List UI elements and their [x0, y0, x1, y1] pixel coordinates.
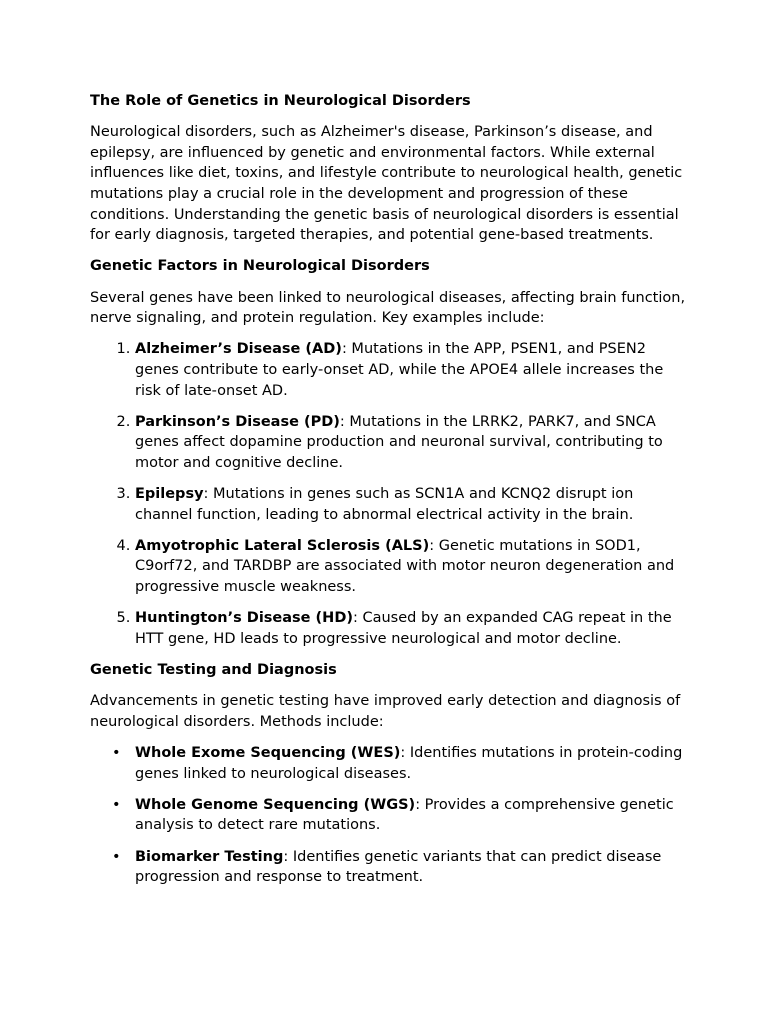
- bullet-icon: •: [112, 848, 121, 865]
- list-item-text: : Mutations in the APP, PSEN1, and PSEN2 genes contribute to early-onset AD, while the APOE4 allele increases the risk of late-onset AD.: [135, 341, 664, 399]
- list-item: [135, 608, 690, 649]
- list-item-text: : Identifies mutations in protein-coding genes linked to neurological diseases.: [135, 744, 683, 782]
- genetic-testing-list: [90, 743, 690, 888]
- document-title: The Role of Genetics in Neurological Disorders: [90, 93, 471, 109]
- section-intro-genetic-factors: Several genes have been linked to neurological diseases, affecting brain function, nerve signaling, and protein regulation. Key examples include:: [90, 289, 686, 327]
- section-heading-genetic-testing: Genetic Testing and Diagnosis: [90, 662, 337, 678]
- list-item: [135, 339, 690, 401]
- list-item-term: Whole Genome Sequencing (WGS): [135, 796, 416, 813]
- list-item-text: : Provides a comprehensive genetic analysis to detect rare mutations.: [135, 796, 674, 834]
- list-item-term: Biomarker Testing: [135, 848, 284, 865]
- list-item-term: Parkinson’s Disease (PD): [135, 413, 340, 430]
- section-heading-genetic-factors: Genetic Factors in Neurological Disorders: [90, 258, 430, 275]
- list-item: [112, 743, 690, 784]
- section-intro-genetic-testing: Advancements in genetic testing have improved early detection and diagnosis of neurological disorders. Methods include:: [90, 693, 681, 730]
- bullet-icon: •: [112, 796, 121, 813]
- list-item: [112, 795, 690, 836]
- bullet-icon: •: [112, 744, 121, 761]
- list-item-text: : Mutations in genes such as SCN1A and KCNQ2 disrupt ion channel function, leading to abnormal electrical activity in the brain.: [135, 486, 634, 523]
- list-item-term: Alzheimer’s Disease (AD): [135, 341, 342, 358]
- list-item-term: Whole Exome Sequencing (WES): [135, 744, 401, 761]
- document-page: [90, 91, 690, 898]
- list-item: [135, 484, 690, 525]
- intro-paragraph: Neurological disorders, such as Alzheimer's disease, Parkinson’s disease, and epilepsy, are influenced by genetic and environmental factors. While external influences like diet, toxins, and lifestyle contribute to neurological health, genetic mutations play a crucial role in the development and progression of these conditions. Understanding the genetic basis of neurological disorders is essential for early diagnosis, targeted therapies, and potential gene-based treatments.: [90, 124, 683, 244]
- list-item-term: Huntington’s Disease (HD): [135, 610, 353, 627]
- list-item-term: Epilepsy: [135, 486, 204, 503]
- list-item-text: : Identifies genetic variants that can predict disease progression and response to treatment.: [135, 848, 662, 886]
- list-item-text: : Mutations in the LRRK2, PARK7, and SNCA genes affect dopamine production and neuronal survival, contributing to motor and cognitive decline.: [135, 413, 663, 471]
- list-item: [112, 847, 690, 888]
- list-item: [135, 412, 690, 474]
- list-item: [135, 536, 690, 598]
- list-item-term: Amyotrophic Lateral Sclerosis (ALS): [135, 537, 430, 554]
- genetic-factors-list: [90, 339, 690, 649]
- list-item-text: : Caused by an expanded CAG repeat in the HTT gene, HD leads to progressive neurological and motor decline.: [135, 610, 672, 647]
- list-item-text: : Genetic mutations in SOD1, C9orf72, and TARDBP are associated with motor neuron degeneration and progressive muscle weakness.: [135, 537, 675, 596]
